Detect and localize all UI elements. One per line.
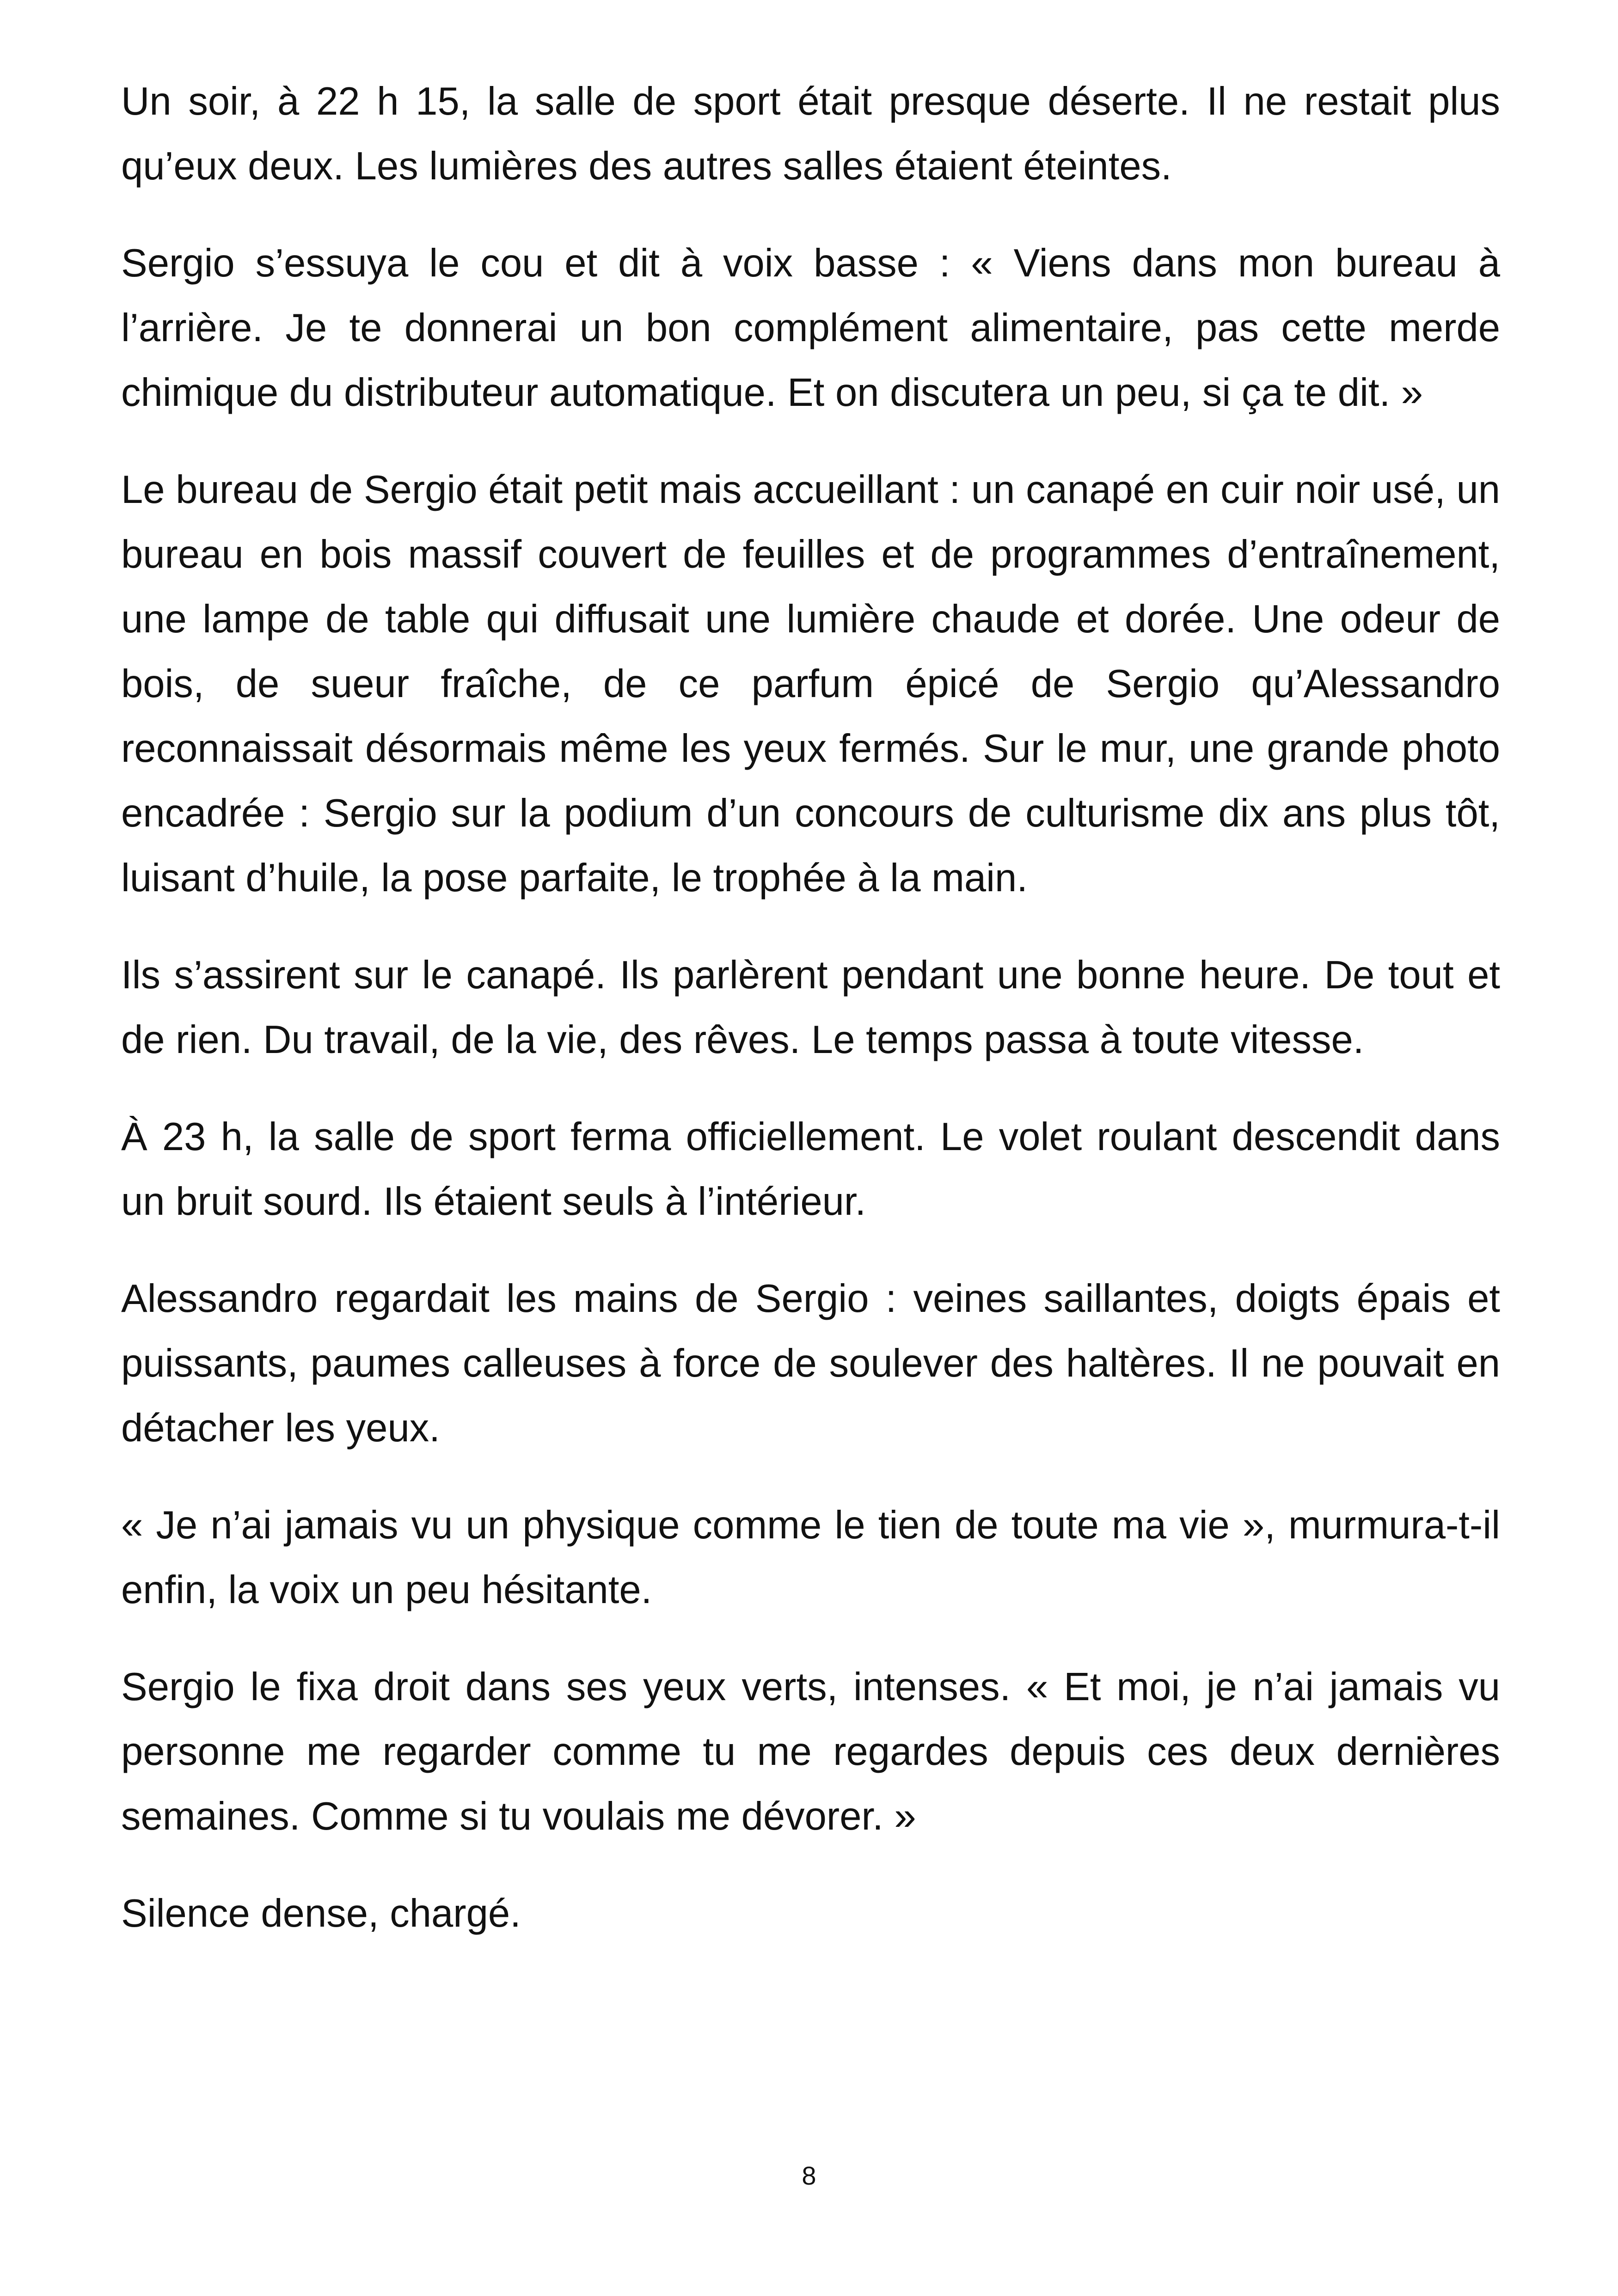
paragraph-6: Alessandro regardait les mains de Sergio : veines saillantes, doigts épais et puissants, paumes calleuses à force de soulever des haltères. Il ne pouvait en détacher les yeux. (121, 1277, 1500, 1450)
paragraph-4: Ils s’assirent sur le canapé. Ils parlèrent pendant une bonne heure. De tout et de rien. Du travail, de la vie, des rêves. Le temps passa à toute vitesse. (121, 953, 1500, 1062)
paragraph-5: À 23 h, la salle de sport ferma officiellement. Le volet roulant descendit dans un bruit sourd. Ils étaient seuls à l’intérieur. (121, 1115, 1500, 1224)
paragraph-1: Un soir, à 22 h 15, la salle de sport était presque déserte. Il ne restait plus qu’eux deux. Les lumières des autres salles étaient éteintes. (121, 80, 1500, 188)
paragraph-2: Sergio s’essuya le cou et dit à voix basse : « Viens dans mon bureau à l’arrière. Je te donnerai un bon complément alimentaire, pas cette merde chimique du distributeur automatique. Et on discutera un peu, si ça te dit. » (121, 241, 1500, 415)
page-number: 8 (802, 2161, 816, 2190)
paragraph-8: Sergio le fixa droit dans ses yeux verts, intenses. « Et moi, je n’ai jamais vu personne me regarder comme tu me regardes depuis ces deux dernières semaines. Comme si tu voulais me dévorer. » (121, 1665, 1500, 1838)
paragraph-7: « Je n’ai jamais vu un physique comme le tien de toute ma vie », murmura-t-il enfin, la voix un peu hésitante. (121, 1503, 1500, 1612)
paragraph-3: Le bureau de Sergio était petit mais accueillant : un canapé en cuir noir usé, un bureau en bois massif couvert de feuilles et de programmes d’entraînement, une lampe de table qui diffusait une lumière chaude et dorée. Une odeur de bois, de sueur fraîche, de ce parfum épicé de Sergio qu’Alessandro reconnaissait désormais même les yeux fermés. Sur le mur, une grande photo encadrée : Sergio sur la podium d’un concours de culturisme dix ans plus tôt, luisant d’huile, la pose parfaite, le trophée à la main. (121, 468, 1500, 900)
paragraph-9: Silence dense, chargé. (121, 1892, 521, 1935)
body-text (121, 69, 1500, 1978)
